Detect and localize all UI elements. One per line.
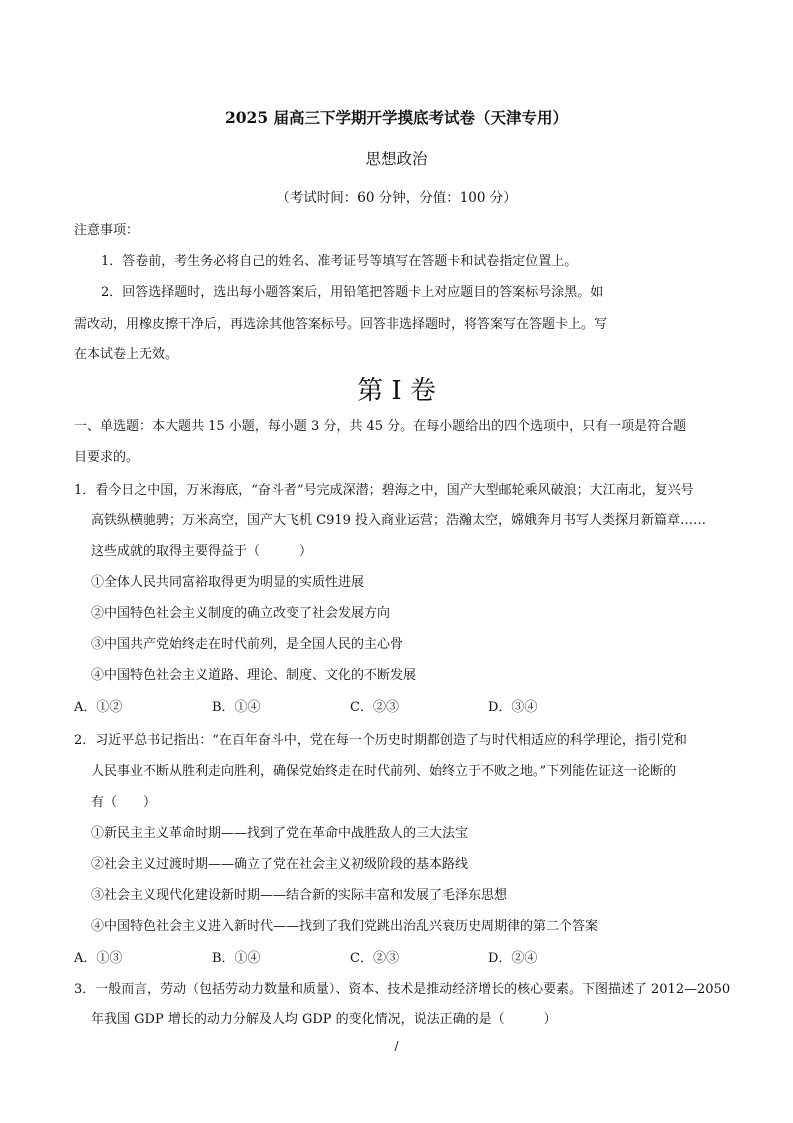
q1-statement-4: ④中国特色社会主义道路、理论、制度、文化的不断发展: [91, 668, 417, 683]
q3-stem-line-1: 3．一般而言，劳动（包括劳动力数量和质量）、资本、技术是推动经济增长的核心要素。下图描述了 2012—2050: [74, 982, 731, 997]
notes-heading: 注意事项：: [74, 223, 140, 238]
q1-statement-1: ①全体人民共同富裕取得更为明显的实质性进展: [91, 575, 365, 590]
q2-option-a: A．①③: [74, 951, 123, 966]
q2-option-b: B．①④: [212, 951, 261, 966]
q2-statement-4: ④中国特色社会主义进入新时代——找到了我们党跳出治乱兴衰历史周期律的第二个答案: [91, 919, 599, 934]
q1-stem-line-3: 这些成就的取得主要得益于（ ）: [91, 544, 313, 559]
exam-title: 2025 届高三下学期开学摸底考试卷（天津专用）: [224, 108, 569, 127]
q2-statement-3: ③社会主义现代化建设新时期——结合新的实际丰富和发展了毛泽东思想: [91, 888, 508, 903]
exam-time-info: （考试时间：60 分钟，分值：100 分）: [276, 190, 517, 206]
q2-statement-1: ①新民主主义革命时期——找到了党在革命中战胜敌人的三大法宝: [91, 826, 469, 841]
q1-option-a: A．①②: [74, 700, 123, 715]
q2-option-c: C．②③: [350, 951, 399, 966]
q2-statement-2: ②社会主义过渡时期——确立了党在社会主义初级阶段的基本路线: [91, 857, 469, 872]
note-2-line-2: 需改动，用橡皮擦干净后，再选涂其他答案标号。回答非选择题时，将答案写在答题卡上。写: [74, 317, 608, 332]
section-intro-line-2: 目要求的。: [74, 450, 140, 465]
note-2-line-3: 在本试卷上无效。: [74, 347, 179, 362]
q1-stem-line-1: 1．看今日之中国，万米海底，“奋斗者”号完成深潜；碧海之中，国产大型邮轮乘风破浪；大江南北，复兴号: [74, 483, 694, 498]
q2-stem-line-3: 有（ ）: [91, 795, 157, 810]
section-title: 第 I 卷: [357, 376, 436, 406]
q2-stem-line-2: 人民事业不断从胜利走向胜利，确保党始终走在时代前列、始终立于不败之地。”下列能佐证这一论断的: [91, 764, 677, 779]
q1-option-c: C．②③: [350, 700, 399, 715]
note-1: 1．答卷前，考生务必将自己的姓名、准考证号等填写在答题卡和试卷指定位置上。: [101, 254, 578, 269]
page-number: /: [394, 1039, 399, 1053]
section-intro-line-1: 一、单选题：本大题共 15 小题，每小题 3 分，共 45 分。在每小题给出的四个选项中，只有一项是符合题: [74, 419, 687, 434]
q1-option-d: D．③④: [488, 700, 538, 715]
q1-statement-2: ②中国特色社会主义制度的确立改变了社会发展方向: [91, 606, 391, 621]
subject-title: 思想政治: [365, 150, 428, 168]
q2-option-d: D．②④: [488, 951, 538, 966]
q2-stem-line-1: 2．习近平总书记指出：“在百年奋斗中，党在每一个历史时期都创造了与时代相适应的科学理论，指引党和: [74, 733, 687, 748]
q1-stem-line-2: 高铁纵横驰骋；万米高空，国产大飞机 C919 投入商业运营；浩瀚太空，嫦娥奔月书写人类探月新篇章……: [91, 513, 707, 528]
note-2-line-1: 2．回答选择题时，选出每小题答案后，用铅笔把答题卡上对应题目的答案标号涂黑。如: [101, 285, 604, 300]
q3-stem-line-2: 年我国 GDP 增长的动力分解及人均 GDP 的变化情况，说法正确的是（ ）: [91, 1012, 557, 1027]
q1-option-b: B．①④: [212, 700, 261, 715]
q1-statement-3: ③中国共产党始终走在时代前列，是全国人民的主心骨: [91, 637, 404, 652]
